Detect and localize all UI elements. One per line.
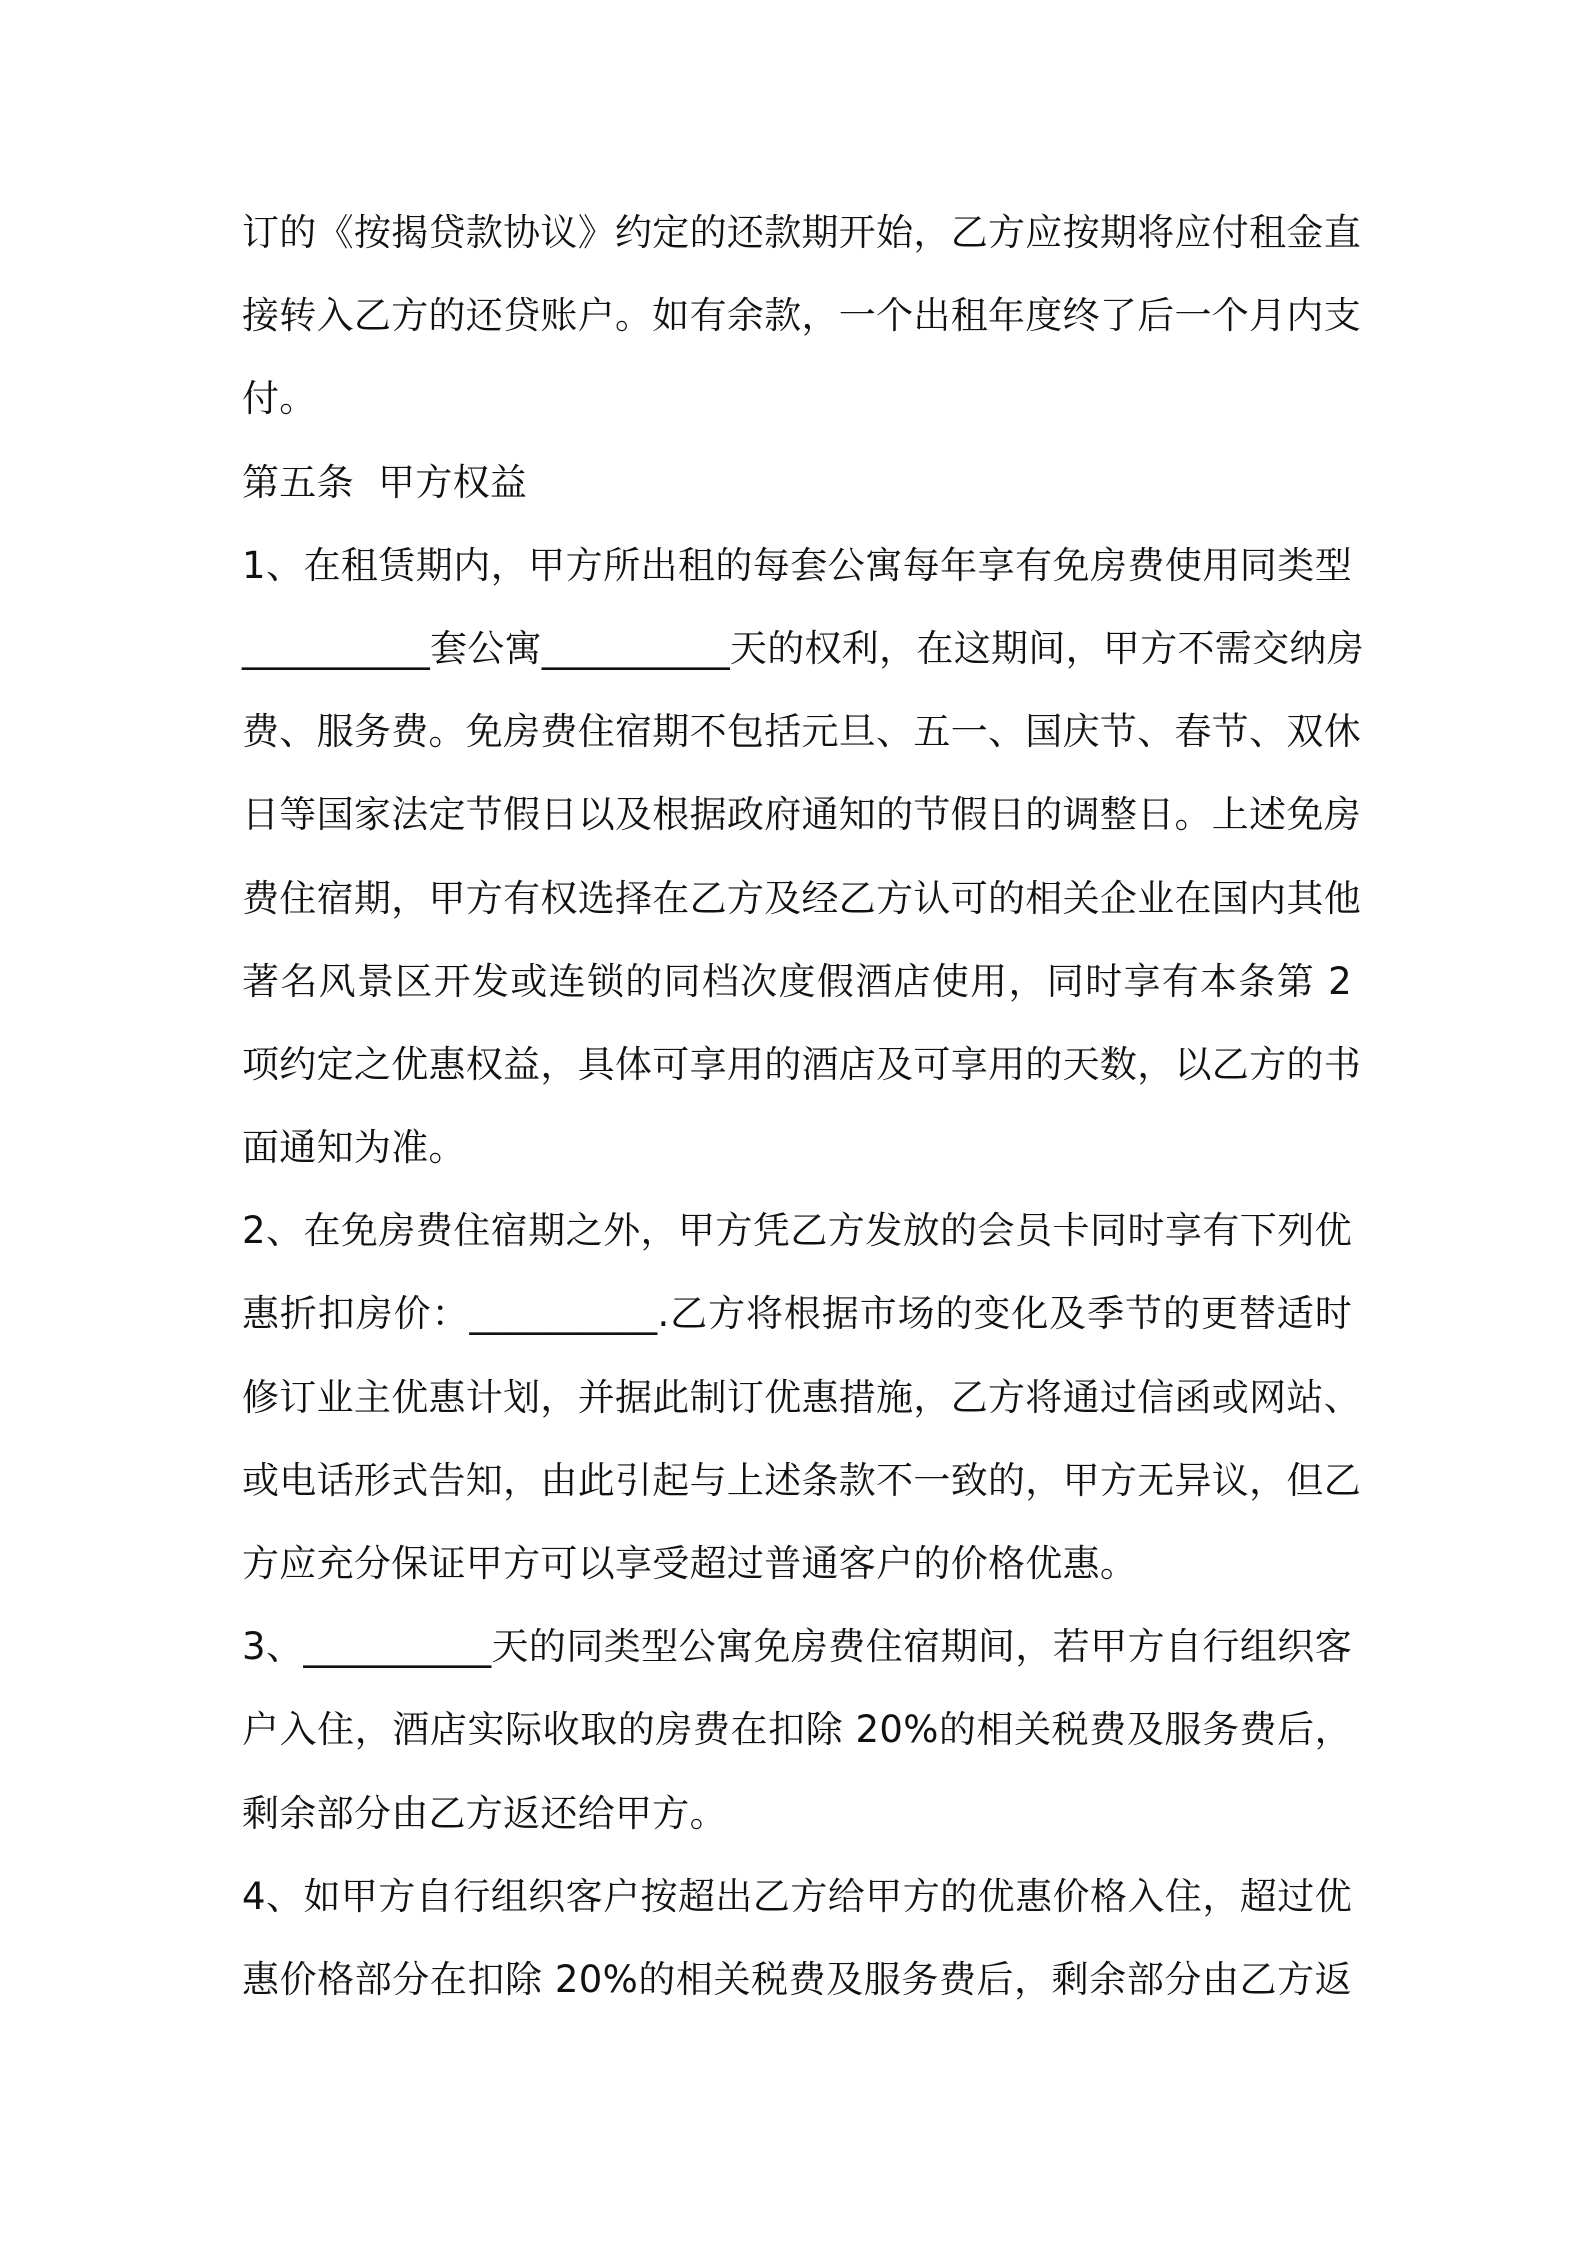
text-line: 4、如甲方自行组织客户按超出乙方给甲方的优惠价格入住，超过优	[242, 1874, 1352, 1918]
text-line: 2、在免房费住宿期之外，甲方凭乙方发放的会员卡同时享有下列优	[242, 1209, 1352, 1253]
text-line: 费住宿期，甲方有权选择在乙方及经乙方认可的相关企业在国内其他	[242, 876, 1361, 920]
text-line: 订的《按揭贷款协议》约定的还款期开始，乙方应按期将应付租金直	[242, 211, 1361, 254]
text-line: 付。	[242, 377, 317, 421]
document-body	[242, 191, 1364, 2021]
text-line: 著名风景区开发或连锁的同档次度假酒店使用，同时享有本条第 2	[242, 959, 1352, 1003]
text-line: 项约定之优惠权益，具体可享用的酒店及可享用的天数，以乙方的书	[242, 1042, 1361, 1086]
text-line: 惠折扣房价：__________.乙方将根据市场的变化及季节的更替适时	[242, 1292, 1352, 1336]
text-line: 1、在租赁期内，甲方所出租的每套公寓每年享有免房费使用同类型	[242, 543, 1352, 587]
text-line: 费、服务费。免房费住宿期不包括元旦、五一、国庆节、春节、双休	[242, 710, 1361, 754]
text-line: 剩余部分由乙方返还给甲方。	[242, 1791, 727, 1835]
text-line: __________套公寓__________天的权利，在这期间，甲方不需交纳房	[242, 626, 1364, 670]
text-line: 户入住，酒店实际收取的房费在扣除 20%的相关税费及服务费后，	[242, 1708, 1352, 1752]
text-line: 3、__________天的同类型公寓免房费住宿期间，若甲方自行组织客	[242, 1625, 1352, 1669]
text-line: 惠价格部分在扣除 20%的相关税费及服务费后，剩余部分由乙方返	[242, 1957, 1352, 2001]
text-line: 修订业主优惠计划，并据此制订优惠措施，乙方将通过信函或网站、	[242, 1375, 1361, 1419]
text-line: 接转入乙方的还贷账户。如有余款，一个出租年度终了后一个月内支	[242, 294, 1361, 338]
text-line: 面通知为准。	[242, 1126, 466, 1170]
text-line: 日等国家法定节假日以及根据政府通知的节假日的调整日。上述免房	[242, 793, 1361, 837]
text-line: 或电话形式告知，由此引起与上述条款不一致的，甲方无异议，但乙	[242, 1458, 1361, 1502]
section-heading: 第五条 甲方权益	[242, 460, 528, 504]
text-line: 方应充分保证甲方可以享受超过普通客户的价格优惠。	[242, 1542, 1138, 1585]
